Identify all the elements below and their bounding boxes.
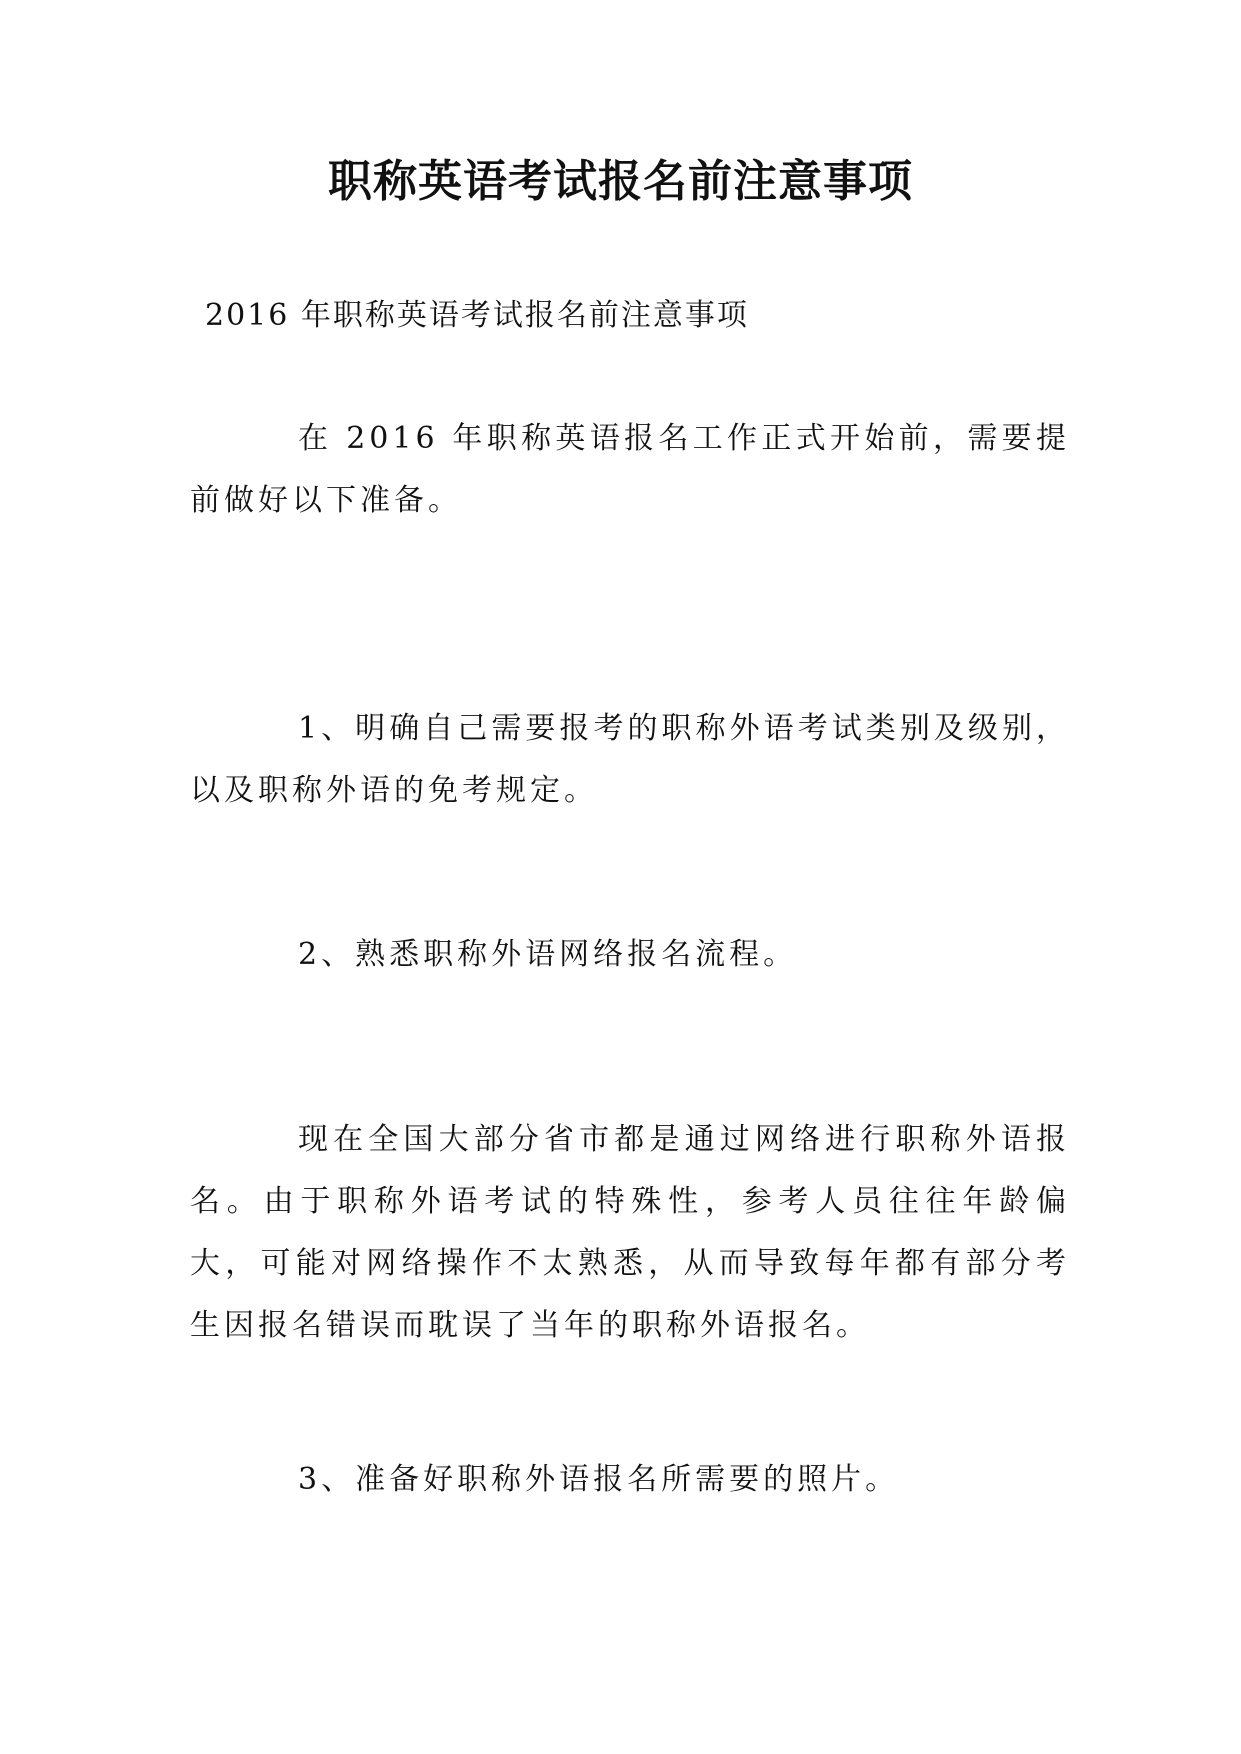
document-subtitle: 2016 年职称英语考试报名前注意事项 (205, 298, 749, 333)
paragraph-item-3: 3、准备好职称外语报名所需要的照片。 (298, 1462, 900, 1497)
paragraph-intro: 在 2016 年职称英语报名工作正式开始前，需要提前做好以下准备。 (190, 421, 1070, 518)
paragraph-item-2: 2、熟悉职称外语网络报名流程。 (298, 937, 798, 972)
document-title: 职称英语考试报名前注意事项 (328, 156, 913, 207)
paragraph-explanation: 现在全国大部分省市都是通过网络进行职称外语报名。由于职称外语考试的特殊性，参考人员往往年龄偏大，可能对网络操作不太熟悉，从而导致每年都有部分考生因报名错误而耽误了当年的职称外语报名。 (190, 1122, 1070, 1343)
paragraph-item-1: 1、明确自己需要报考的职称外语考试类别及级别，以及职称外语的免考规定。 (190, 711, 1070, 808)
